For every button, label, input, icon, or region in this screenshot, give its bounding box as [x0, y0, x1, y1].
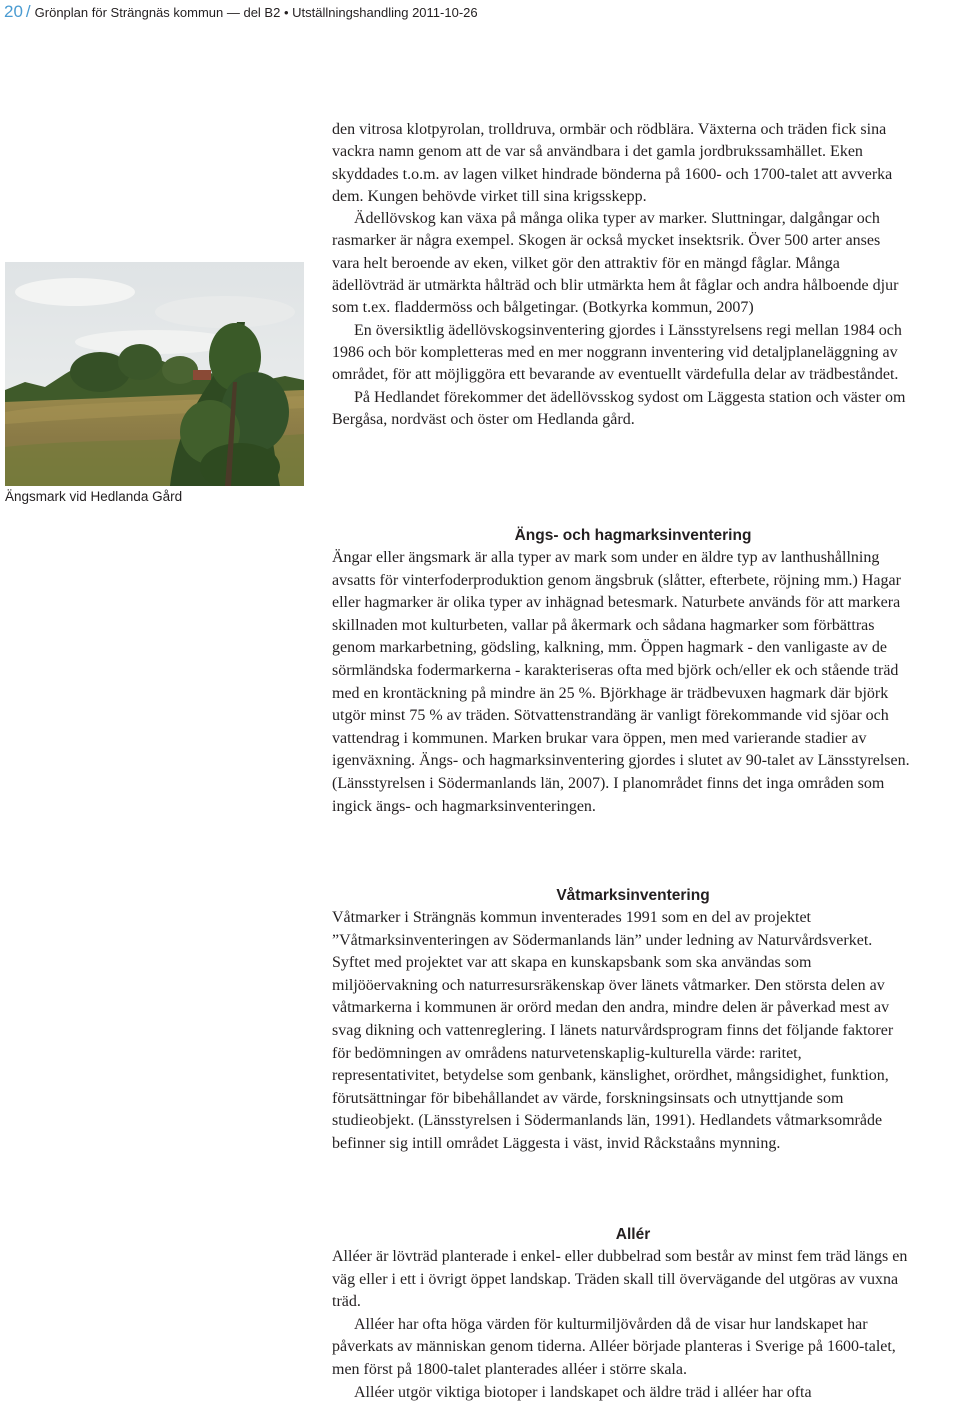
page-number: 20	[4, 2, 23, 21]
header-separator: /	[25, 2, 31, 21]
paragraph: En översiktlig ädellövskogsinventering gjordes i Länsstyrelsens regi mellan 1984 och 1986 och bör kompletteras med en mer noggrann inventering vid detaljplaneläggning av området, för att möjliggöra ett bevarande av eventuellt värdefulla delar av trädbeståndet.	[332, 321, 902, 384]
section-heading: Ängs- och hagmarksinventering	[514, 527, 752, 544]
paragraph: Våtmarker i Strängnäs kommun inventerades 1991 som en del av projektet ”Våtmarksinventeringen av Södermanlands län” under ledning av Naturvårdsverket. Syftet med projektet var att skapa en kunskapsbank som ska användas som miljööervakning och naturresursräkenskap över länets våtmarker. Den största delen av våtmarkerna i kommunen är orörd medan den andra, mindre delen är påverkad mest av svag dikning och vattenreglering. I länets naturvårdsprogram finns det följande faktorer för bedömningen av områdens naturvetenskaplig-kulturella värde: raritet, representativitet, betydelse som genbank, känslighet, orördhet, mångsidighet, funktion, förutsättningar för bibehållandet av värde, forskningsinsats och utnyttjande som studieobjekt. (Länsstyrelsen i Södermanlands län, 1991). Hedlandets våtmarksområde befinner sig intill området Läggesta i väst, invid Råckstaåns mynning.	[332, 909, 894, 1152]
header-text: Grönplan för Strängnäs kommun — del B2 • Utställningshandling 2011-10-26	[34, 5, 478, 20]
figure-caption: Ängsmark vid Hedlanda Gård	[5, 489, 183, 504]
section-heading: Våtmarksinventering	[556, 887, 710, 904]
paragraph: Alléer är lövträd planterade i enkel- eller dubbelrad som består av minst fem träd längs en väg eller i ett i övrigt öppet landskap. Träden skall till övervägande del utgöras av vuxna träd.	[332, 1248, 908, 1311]
section-heading: Allér	[615, 1226, 651, 1243]
paragraph: den vitrosa klotpyrolan, trolldruva, ormbär och rödblära. Växterna och träden fick sina vackra namn genom att de var så användbara i det gamla jordbrukssamhället. Eken skyddades t.o.m. av lagen vilket hindrade bönderna på 1600- och 1700-talet att avverka dem. Kungen behövde virket till sina krigsskepp.	[332, 121, 893, 205]
intro-section	[332, 119, 910, 431]
aller-section	[332, 1224, 910, 1404]
paragraph: På Hedlandet förekommer det ädellövsskog sydost om Läggesta station och väster om Bergåsa, nordväst och öster om Hedlanda gård.	[332, 388, 906, 428]
paragraph: Alléer utgör viktiga biotoper i landskapet och äldre träd i alléer har ofta	[354, 1383, 812, 1401]
paragraph: Ängar eller ängsmark är alla typer av mark som under en äldre typ av lanthushållning avsatts för vinterfoderproduktion genom ängsbruk (slåtter, efterbete, röjning mm.) Hagar eller hagmarker är olika typer av inhägnad betesmark. Naturbete används för att markera skillnaden mot kulturbeten, vallar på åkermark och sådana hagmarker som förbättras genom markarbetning, gödsling, kalkning, mm. Öppen hagmark - den vanligaste av de sörmländska fodermarkerna - karakteriseras ofta med björk och/eller ek och stående träd med en krontäckning på mindre än 25 %. Björkhage är trädbevuxen hagmark där björk utgör minst 75 % av träden. Sötvattenstrandäng är vanligt förekommande vid sjöar och vattendrag i kommunen. Marken brukar vara öppen, men med varierande stadier av igenväxning. Ängs- och hagmarksinventering gjordes i slutet av 90-talet av Länsstyrelsen. (Länsstyrelsen i Södermanlands län, 2007). I planområdet finns det inga områden som ingick ängs- och hagmarksinventeringen.	[332, 549, 910, 815]
paragraph: Alléer har ofta höga värden för kulturmiljövården då de visar hur landskapet har påverkats av människan genom tiderna. Alléer började planteras i Sverige på 1600-talet, men först på 1800-talet planterades alléer i större skala.	[332, 1315, 896, 1378]
angs-hagmark-section	[332, 525, 910, 818]
running-header	[4, 1, 478, 23]
vatmark-section	[332, 885, 910, 1156]
meadow-photo	[5, 262, 304, 486]
paragraph: Ädellövskog kan växa på många olika typer av marker. Sluttningar, dalgångar och rasmarker är några exempel. Skogen är också mycket insektsrik. Över 500 arter anses vara helt beroende av eken, vilket gör den attraktiv för en mängd fåglar. Många ädellövträd är utmärkta hålträd och blir utmärkta hem åt fåglar och andra hålboende djur som t.ex. fladdermöss och bålgetingar. (Botkyrka kommun, 2007)	[332, 210, 899, 317]
